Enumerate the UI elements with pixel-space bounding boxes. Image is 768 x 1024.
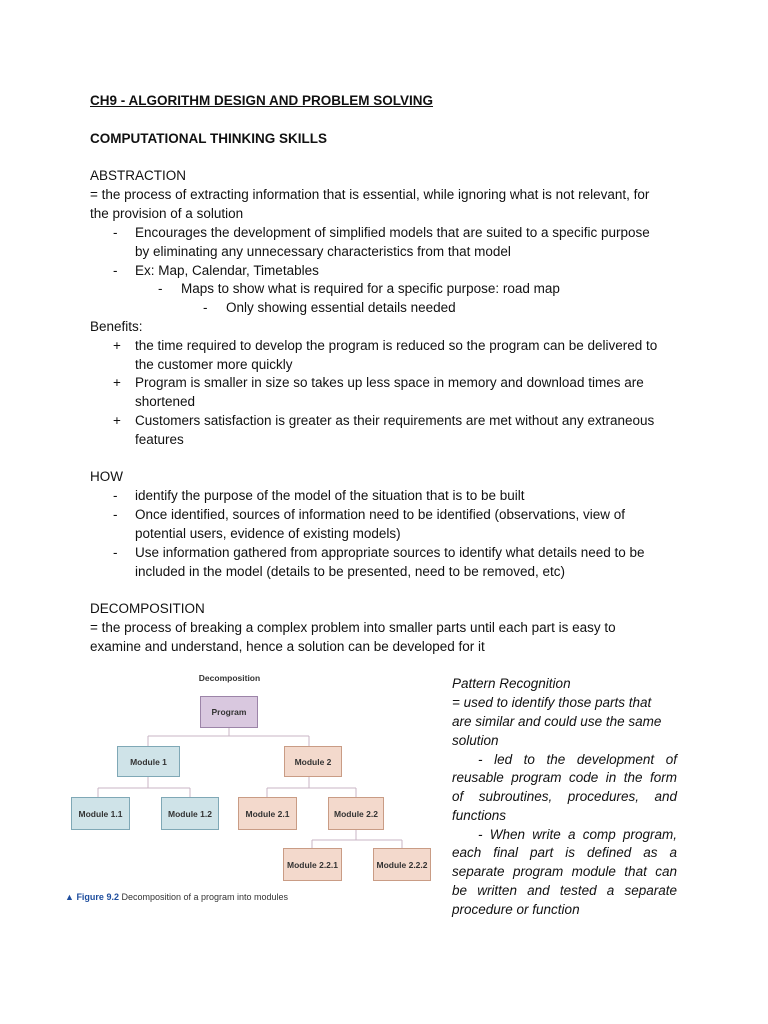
pattern-line: separate program module that can xyxy=(452,864,677,879)
pattern-line: are similar and could use the same xyxy=(452,714,662,729)
decomposition-heading: DECOMPOSITION xyxy=(90,601,205,616)
section-heading: COMPUTATIONAL THINKING SKILLS xyxy=(90,131,327,146)
plus-marker: + xyxy=(113,338,121,353)
dash-marker: - xyxy=(113,545,118,560)
pattern-line: procedure or function xyxy=(452,902,580,917)
how-item2-line1: Once identified, sources of information need to be identified (observations, view of xyxy=(135,507,626,522)
benefit1-line2: the customer more quickly xyxy=(135,357,293,372)
figure-caption xyxy=(65,892,288,902)
dash-marker: - xyxy=(203,300,208,315)
abstraction-definition-line2: the provision of a solution xyxy=(90,206,244,221)
node-module-1-1: Module 1.1 xyxy=(71,797,130,830)
node-module-2-2-2: Module 2.2.2 xyxy=(373,848,431,881)
benefit2-line2: shortened xyxy=(135,394,196,409)
benefits-heading: Benefits: xyxy=(90,319,143,334)
node-program: Program xyxy=(200,696,258,728)
how-item3-line2: included in the model (details to be presented, need to be removed, etc) xyxy=(135,564,566,579)
node-module-1: Module 1 xyxy=(117,746,180,777)
benefit2-line1: Program is smaller in size so takes up less space in memory and download times are xyxy=(135,375,644,390)
pattern-heading: Pattern Recognition xyxy=(452,676,571,691)
pattern-line: of subroutines, procedures, and xyxy=(452,789,677,804)
abstraction-sub-bullet: Maps to show what is required for a specific purpose: road map xyxy=(181,281,560,296)
abstraction-sub-sub-bullet: Only showing essential details needed xyxy=(226,300,456,315)
dash-marker: - xyxy=(113,225,118,240)
plus-marker: + xyxy=(113,375,121,390)
abstraction-heading: ABSTRACTION xyxy=(90,168,187,183)
abstraction-definition-line1: = the process of extracting information that is essential, while ignoring what is not relevant, for xyxy=(90,187,650,202)
abstraction-bullet1-line2: by eliminating any unnecessary characteristics from that model xyxy=(135,244,511,259)
pattern-line: solution xyxy=(452,733,499,748)
dash-marker: - xyxy=(113,488,118,503)
page-title: CH9 - ALGORITHM DESIGN AND PROBLEM SOLVING xyxy=(90,93,434,108)
how-item1: identify the purpose of the model of the situation that is to be built xyxy=(135,488,525,503)
pattern-line: functions xyxy=(452,808,507,823)
benefit3-line2: features xyxy=(135,432,184,447)
triangle-icon: ▲ xyxy=(65,892,74,902)
how-item3-line1: Use information gathered from appropriate sources to identify what details need to be xyxy=(135,545,645,560)
pattern-line: each final part is defined as a xyxy=(452,845,677,860)
pattern-line: - led to the development of xyxy=(478,752,677,767)
benefit1-line1: the time required to develop the program is reduced so the program can be delivered to xyxy=(135,338,658,353)
dash-marker: - xyxy=(113,263,118,278)
figure-label: Figure 9.2 xyxy=(76,892,119,902)
decomposition-diagram xyxy=(62,672,437,912)
pattern-line: reusable program code in the form xyxy=(452,770,677,785)
abstraction-bullet2: Ex: Map, Calendar, Timetables xyxy=(135,263,319,278)
pattern-line: be written and tested a separate xyxy=(452,883,677,898)
diagram-title: Decomposition xyxy=(198,673,261,683)
dash-marker: - xyxy=(113,507,118,522)
node-module-2-2: Module 2.2 xyxy=(328,797,384,830)
node-module-2-2-1: Module 2.2.1 xyxy=(283,848,342,881)
decomposition-definition-line2: examine and understand, hence a solution can be developed for it xyxy=(90,639,485,654)
node-module-1-2: Module 1.2 xyxy=(161,797,219,830)
pattern-line: - When write a comp program, xyxy=(478,827,677,842)
plus-marker: + xyxy=(113,413,121,428)
benefit3-line1: Customers satisfaction is greater as their requirements are met without any extraneous xyxy=(135,413,655,428)
abstraction-bullet1-line1: Encourages the development of simplified models that are suited to a specific purpose xyxy=(135,225,650,240)
figure-caption-text: Decomposition of a program into modules xyxy=(121,892,289,902)
how-item2-line2: potential users, evidence of existing models) xyxy=(135,526,401,541)
pattern-line: = used to identify those parts that xyxy=(452,695,652,710)
how-heading: HOW xyxy=(90,469,123,484)
node-module-2-1: Module 2.1 xyxy=(238,797,297,830)
decomposition-definition-line1: = the process of breaking a complex problem into smaller parts until each part is easy to xyxy=(90,620,616,635)
node-module-2: Module 2 xyxy=(284,746,342,777)
dash-marker: - xyxy=(158,281,163,296)
